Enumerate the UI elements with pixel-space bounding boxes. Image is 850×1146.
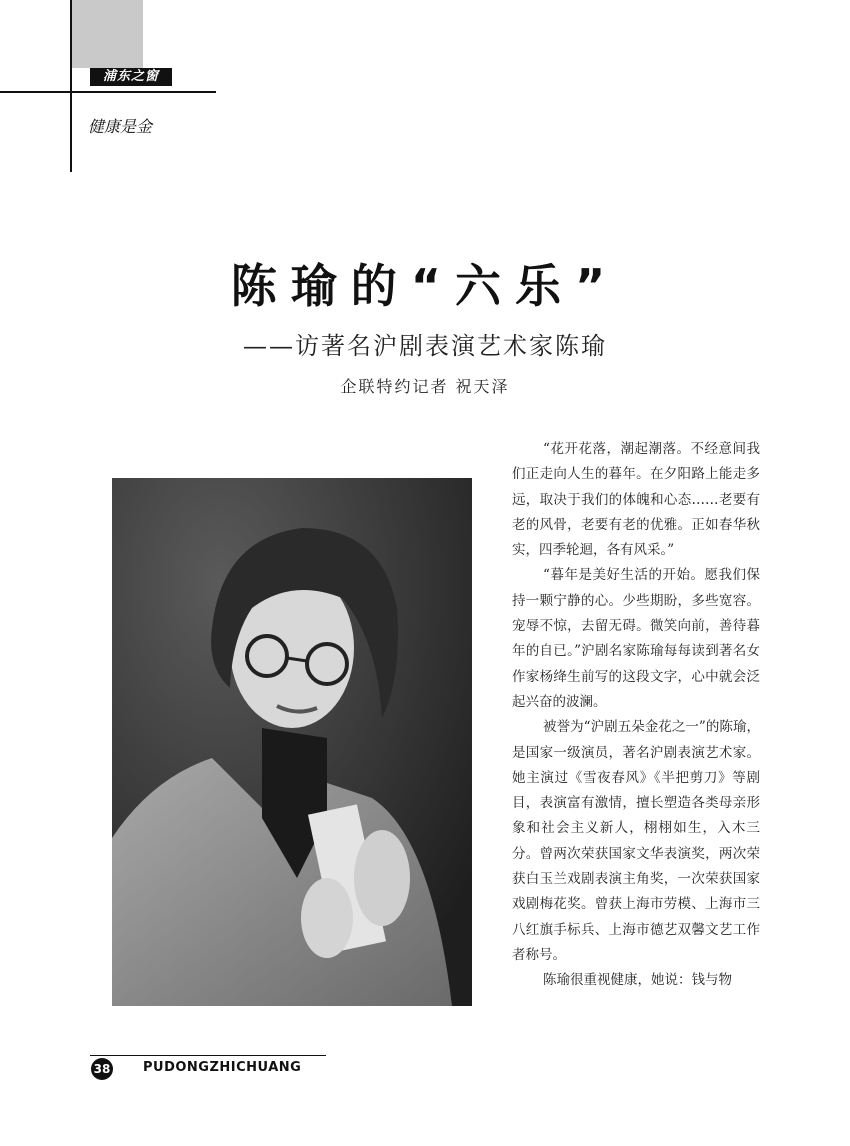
header-horizontal-rule [0,91,216,93]
magazine-logo: 浦东之窗 [90,68,172,86]
article-paragraph: “花开花落，潮起潮落。不经意间我们正走向人生的暮年。在夕阳路上能走多远，取决于我们的体魄和心态……老要有老的风骨，老要有老的优雅。正如春华秋实，四季轮迴，各有风采。” [512,441,760,559]
footer-magazine-name: PUDONGZHICHUANG [143,1060,302,1075]
page-number: 38 [91,1058,113,1080]
article-byline: 企联特约记者 祝天泽 [340,377,510,396]
portrait-illustration [112,478,472,1006]
article-body [512,437,760,994]
section-label: 健康是金 [88,117,153,136]
header-vertical-rule [70,0,72,172]
header-gray-tab [71,0,143,68]
article-paragraph: 陈瑜很重视健康，她说：钱与物 [543,972,733,989]
portrait-photo [112,478,472,1006]
article-paragraph: “暮年是美好生活的开始。愿我们保持一颗宁静的心。少些期盼，多些宽容。宠辱不惊，去留无碍。微笑向前，善待暮年的自已。”沪剧名家陈瑜每每读到著名女作家杨绛生前写的这段文字，心中就会泛起兴奋的波澜。 [512,567,760,710]
footer-rule [90,1055,326,1056]
article-title: 陈瑜的“六乐” [230,259,620,313]
article-subtitle: ——访著名沪剧表演艺术家陈瑜 [243,332,607,360]
article-paragraph: 被誉为“沪剧五朵金花之一”的陈瑜，是国家一级演员，著名沪剧表演艺术家。 她主演过《雪夜春风》《半把剪刀》等剧目，表演富有激情，擅长塑造各类母亲形象和社会主义新人，栩栩如生，入木三分。曾两次荣获国家文华表演奖，两次荣获白玉兰戏剧表演主角奖，一次荣获国家戏剧梅花奖。曾获上海市劳模、上海市三八红旗手标兵、上海市德艺双馨文艺工作者称号。 [512,719,760,963]
